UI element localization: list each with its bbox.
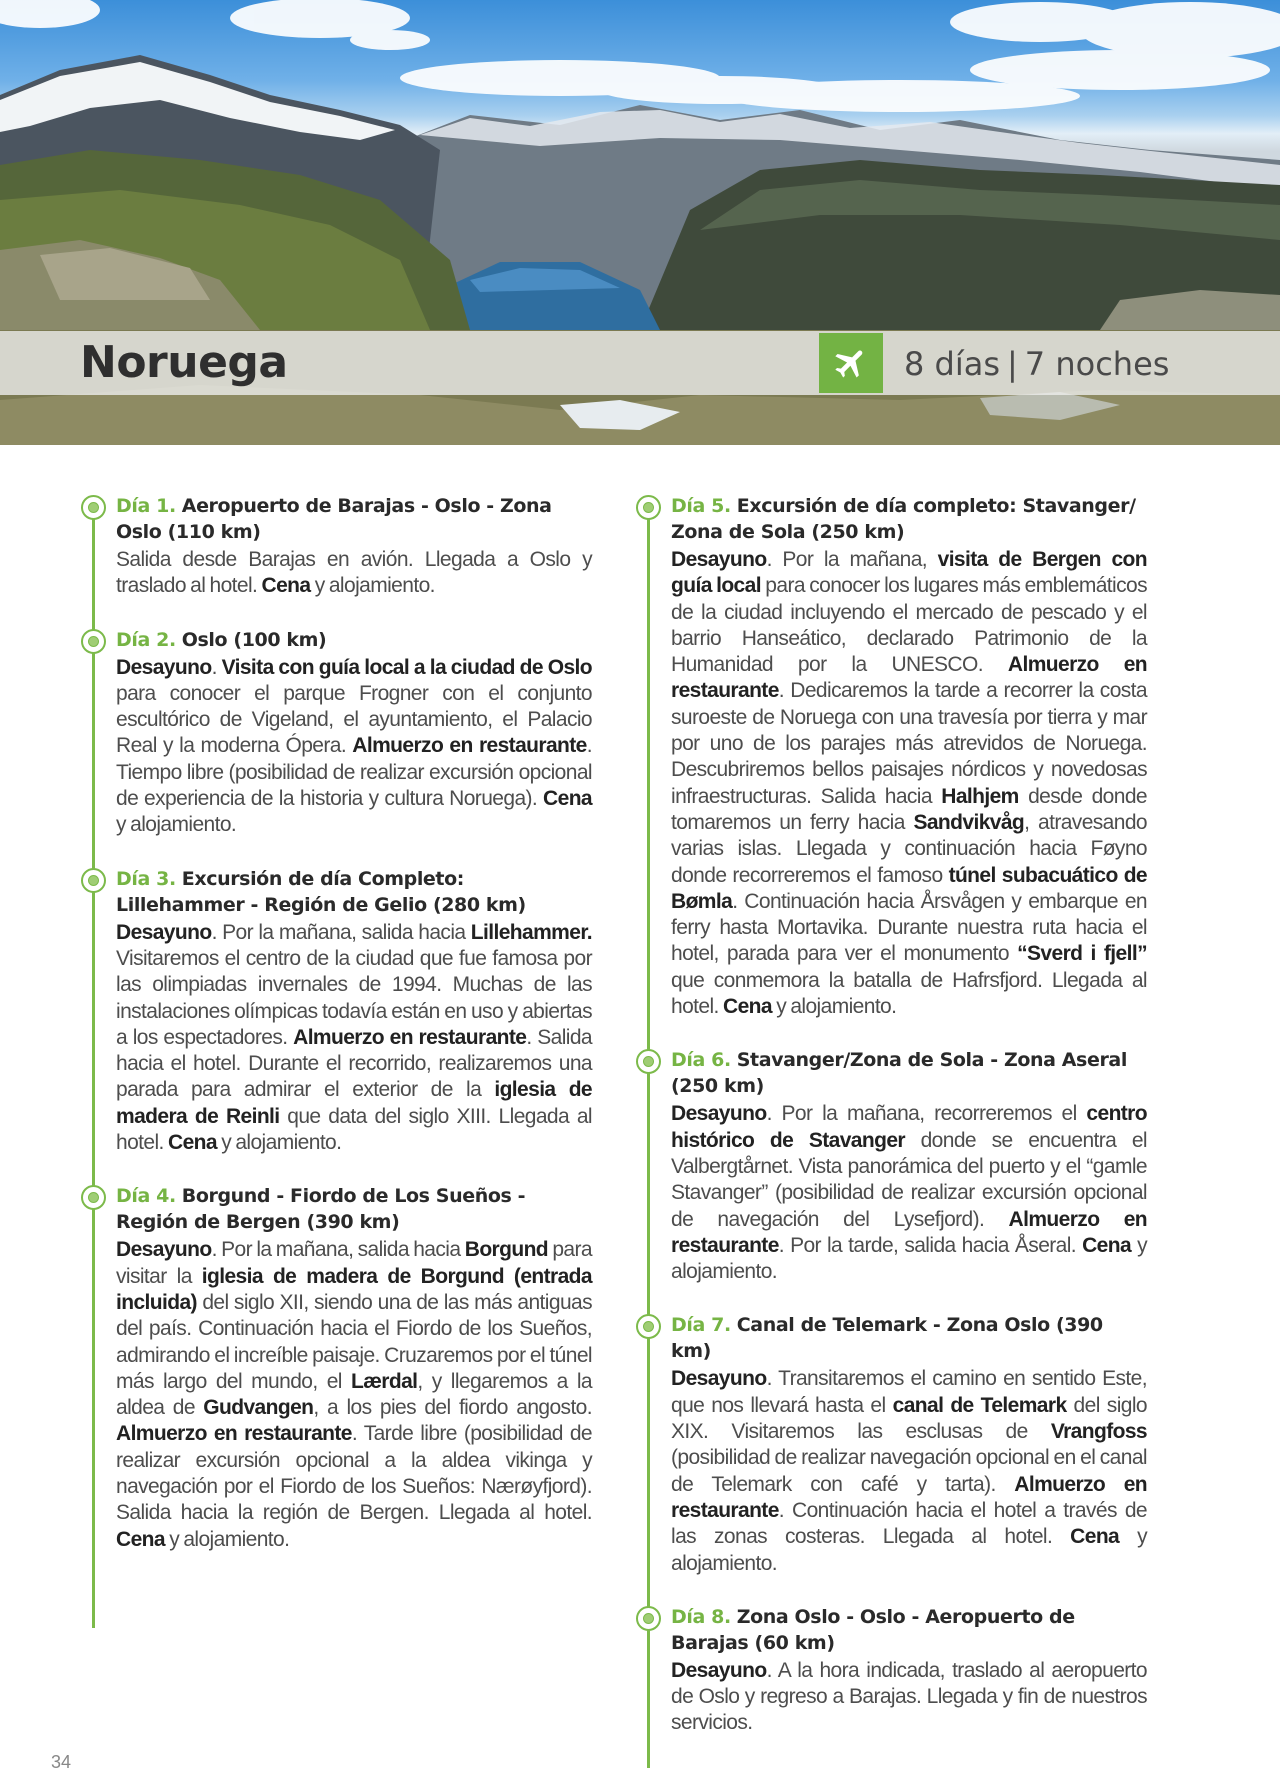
highlighted-text: Desayuno xyxy=(671,1367,767,1391)
highlighted-text: Lærdal xyxy=(351,1369,418,1393)
timeline-bullet-icon xyxy=(81,868,106,893)
page-title: Noruega xyxy=(80,337,288,388)
body-text: y alojamiento. xyxy=(771,995,897,1019)
day-description xyxy=(116,920,592,1157)
itinerary-day xyxy=(647,1604,1147,1737)
highlighted-text: Desayuno xyxy=(671,548,767,571)
timeline-bullet-icon xyxy=(636,1049,661,1074)
highlighted-text: Desayuno xyxy=(116,920,212,944)
day-heading xyxy=(116,627,592,653)
body-text: para conocer el parque Frogner con el conjunto escultórico de Vigeland, el ayuntamiento, el Palacio Real y la moderna Ópera. xyxy=(116,681,592,758)
day-title: Borgund - Fiordo de Los Sueños - Región de Bergen (390 km) xyxy=(116,1185,526,1234)
day-heading xyxy=(671,1604,1147,1656)
day-label: Día 4. xyxy=(116,1185,176,1208)
body-text: . xyxy=(211,655,222,679)
itinerary-day xyxy=(647,1312,1147,1576)
day-description xyxy=(116,547,592,600)
day-description xyxy=(671,547,1147,1020)
duration-days: 8 días xyxy=(904,345,1001,383)
body-text: y alojamiento. xyxy=(671,1233,1147,1284)
body-text: y alojamiento. xyxy=(164,1527,290,1551)
day-description xyxy=(116,1237,592,1553)
body-text: que conmemora la batalla de Hafrsfjord. Llegada al hotel. xyxy=(671,968,1147,1019)
body-text: para conocer los lugares más emblemáticos de la ciudad incluyendo el mercado de pescado y el barrio Hanseático, declarado Patrimonio de la Humanidad por la UNESCO. xyxy=(671,574,1147,677)
day-label: Día 5. xyxy=(671,495,731,517)
itinerary-column-left xyxy=(92,493,592,1628)
flight-badge xyxy=(819,333,883,393)
timeline-bullet-icon xyxy=(636,1606,661,1631)
highlighted-text: Lillehammer. xyxy=(470,920,592,944)
highlighted-text: Cena xyxy=(723,995,772,1019)
highlighted-text: Sandvikvåg xyxy=(913,810,1025,834)
highlighted-text: “Sverd i fjell” xyxy=(1017,942,1147,966)
highlighted-text: Desayuno xyxy=(671,1102,767,1126)
highlighted-text: Cena xyxy=(261,574,311,598)
itinerary-column-right xyxy=(647,493,1147,1768)
body-text: desde donde tomaremos un ferry hacia xyxy=(671,784,1147,834)
body-text: . Por la mañana, recorreremos el xyxy=(766,1102,1087,1126)
day-heading xyxy=(116,493,592,545)
day-description xyxy=(671,1366,1147,1576)
body-text: y alojamiento. xyxy=(671,1525,1147,1575)
trip-duration xyxy=(904,342,1169,386)
day-title: Excursión de día Completo: Lillehammer - Región de Gelio (280 km) xyxy=(116,867,526,916)
body-text: del siglo XIX. Visitaremos las esclusas de xyxy=(671,1393,1147,1444)
body-text: para visitar la xyxy=(116,1238,592,1288)
highlighted-text: Desayuno xyxy=(116,655,212,679)
body-text: . Por la mañana, salida hacia xyxy=(211,920,471,944)
highlighted-text: Almuerzo en restaurante xyxy=(293,1025,527,1049)
body-text: . Tarde libre (posibilidad de realizar excursión opcional a la aldea vikinga y navegación por el Fiordo de los Sueños: Nærøyfjord). Salida hacia la región de Bergen. Llegada al hotel. xyxy=(116,1422,592,1525)
body-text: . A la hora indicada, traslado al aeropuerto de Oslo y regreso a Barajas. Llegada y fin de nuestros servicios. xyxy=(671,1658,1147,1735)
day-title: Excursión de día completo: Stavanger/ Zona de Sola (250 km) xyxy=(671,495,1136,543)
body-text: . Transitaremos el camino en sentido Este, que nos llevará hasta el xyxy=(671,1367,1147,1417)
day-heading xyxy=(116,866,592,918)
day-heading xyxy=(116,1183,592,1235)
body-text: , a los pies del fiordo angosto. xyxy=(313,1396,593,1420)
body-text: . Salida hacia el hotel. Durante el recorrido, realizaremos una parada para admirar el exterior de la xyxy=(116,1025,592,1102)
day-label: Día 3. xyxy=(116,867,176,890)
body-text: , atravesando varias islas. Llegada y continuación hacia Føyno donde recorreremos el famoso xyxy=(671,810,1147,887)
day-heading xyxy=(671,1312,1147,1364)
day-label: Día 2. xyxy=(116,628,176,651)
day-label: Día 7. xyxy=(671,1314,731,1337)
highlighted-text: iglesia de madera de Reinli xyxy=(116,1078,592,1128)
day-description xyxy=(116,655,592,839)
body-text: . Continuación hacia Årsvågen y embarque en ferry hasta Mortavika. Durante nuestra ruta hacia el hotel, parada para ver el monumento xyxy=(671,889,1147,966)
highlighted-text: Almuerzo en restaurante xyxy=(671,1472,1148,1522)
highlighted-text: centro histórico de Stavanger xyxy=(671,1102,1147,1152)
itinerary-day xyxy=(92,493,592,600)
highlighted-text: Cena xyxy=(1082,1233,1132,1257)
body-text: que data del siglo XIII. Llegada al hotel. xyxy=(116,1104,592,1155)
body-text: . Tiempo libre (posibilidad de realizar excursión opcional de experiencia de la historia y cultura Noruega). xyxy=(116,734,592,811)
day-label: Día 6. xyxy=(671,1049,731,1072)
page-number: 34 xyxy=(51,1752,72,1772)
highlighted-text: Almuerzo en restaurante xyxy=(116,1422,352,1446)
day-title: Zona Oslo - Oslo - Aeropuerto de Barajas (60 km) xyxy=(671,1605,1075,1654)
duration-separator: | xyxy=(1007,345,1018,383)
highlighted-text: Visita con guía local a la ciudad de Oslo xyxy=(221,655,592,679)
duration-nights: 7 noches xyxy=(1024,345,1170,383)
timeline-bullet-icon xyxy=(81,629,106,654)
body-text: . Por la tarde, salida hacia Åseral. xyxy=(778,1233,1083,1257)
body-text: donde se encuentra el Valbergtårnet. Vista panorámica del puerto y el “gamle Stavanger” (posibilidad de realizar excursión opcional de navegación del Lysefjord). xyxy=(671,1128,1147,1231)
highlighted-text: iglesia de madera de Borgund (entrada incluida) xyxy=(116,1264,592,1314)
body-text: Visitaremos el centro de la ciudad que fue famosa por las olimpiadas invernales de 1994. Muchas de las instalaciones olímpicas todavía están en uso y abiertas a los espectadores. xyxy=(116,946,592,1049)
highlighted-text: Almuerzo en restaurante xyxy=(671,1207,1148,1257)
highlighted-text: visita de Bergen con guía local xyxy=(671,548,1147,598)
body-text: . Por la mañana, salida hacia xyxy=(211,1238,465,1262)
timeline-bullet-icon xyxy=(81,495,106,520)
day-description xyxy=(671,1101,1147,1285)
itinerary-day xyxy=(92,627,592,839)
body-text: y alojamiento. xyxy=(116,813,237,837)
highlighted-text: Halhjem xyxy=(941,784,1019,808)
body-text: . Continuación hacia el hotel a través de las zonas costeras. Llegada al hotel. xyxy=(671,1498,1147,1549)
highlighted-text: Cena xyxy=(543,787,592,811)
day-title: Aeropuerto de Barajas - Oslo - Zona Oslo (110 km) xyxy=(116,495,552,543)
day-heading xyxy=(671,493,1147,545)
highlighted-text: Vrangfoss xyxy=(1050,1420,1147,1444)
body-text: y alojamiento. xyxy=(310,574,435,598)
timeline-bullet-icon xyxy=(636,1314,661,1339)
highlighted-text: Cena xyxy=(116,1527,165,1551)
highlighted-text: Borgund xyxy=(464,1238,549,1262)
itinerary-day xyxy=(647,493,1147,1020)
timeline-bullet-icon xyxy=(636,495,661,520)
highlighted-text: Almuerzo en restaurante xyxy=(352,734,587,758)
timeline-bullet-icon xyxy=(81,1185,106,1210)
day-title: Stavanger/Zona de Sola - Zona Aseral (250 km) xyxy=(671,1049,1127,1098)
highlighted-text: túnel subacuático de Bømla xyxy=(671,863,1148,913)
day-label: Día 8. xyxy=(671,1605,731,1628)
highlighted-text: Desayuno xyxy=(671,1658,767,1682)
highlighted-text: Cena xyxy=(168,1131,217,1155)
body-text: Salida desde Barajas en avión. Llegada a Oslo y traslado al hotel. xyxy=(116,548,592,598)
day-title: Oslo (100 km) xyxy=(181,628,327,651)
day-heading xyxy=(671,1047,1147,1099)
highlighted-text: Almuerzo en restaurante xyxy=(671,653,1148,703)
day-description xyxy=(671,1658,1147,1737)
body-text: , y llegaremos a la aldea de xyxy=(116,1369,592,1420)
highlighted-text: Desayuno xyxy=(116,1238,212,1262)
day-label: Día 1. xyxy=(116,495,176,517)
day-title: Canal de Telemark - Zona Oslo (390 km) xyxy=(671,1314,1103,1363)
body-text: del siglo XII, siendo una de las más antiguas del país. Continuación hacia el Fiordo de los Sueños, admirando el increíble paisaje. Cruzaremos por el túnel más largo del mundo, el xyxy=(116,1290,592,1393)
plane-icon xyxy=(832,344,870,382)
body-text: y alojamiento. xyxy=(216,1131,342,1155)
itinerary-day xyxy=(92,1183,592,1553)
body-text: . Por la mañana, xyxy=(766,548,938,571)
body-text: (posibilidad de realizar navegación opcional en el canal de Telemark con café y tarta). xyxy=(671,1446,1147,1496)
itinerary-day xyxy=(647,1047,1147,1285)
itinerary-day xyxy=(92,866,592,1157)
highlighted-text: Cena xyxy=(1070,1525,1120,1549)
highlighted-text: canal de Telemark xyxy=(892,1393,1067,1417)
highlighted-text: Gudvangen xyxy=(203,1396,314,1420)
body-text: . Dedicaremos la tarde a recorrer la costa suroeste de Noruega con una travesía por tierra y mar por uno de los parajes más atrevidos de Noruega. Descubriremos bellos paisajes nórdicos y novedosas infraestructuras. Salida hacia xyxy=(671,679,1147,808)
